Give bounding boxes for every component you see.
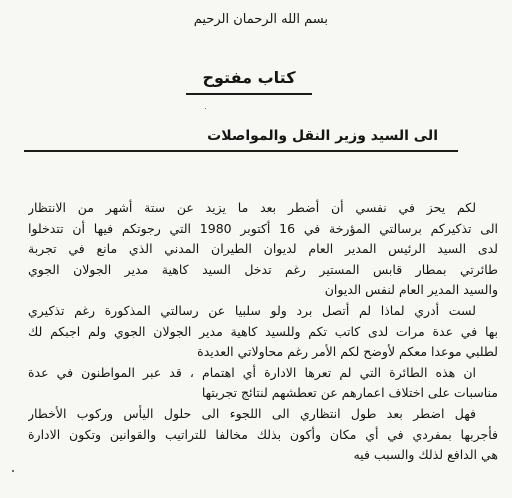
body-line: طائرتي بمطار قابس المستير رغم تدخل السيد كاهية مدير الجولان الجوي (28, 261, 498, 277)
body-line: لدى السيد الرئيس المدير العام لديوان الطيران المدني الذي مانع في تجربة (28, 241, 498, 257)
body-line: والسيد المدير العام لنفس الديوان (324, 282, 498, 298)
title-underline (186, 93, 312, 95)
body-line: الى تذكيركم برسالتي المؤرخة في 16 أكتوبر 1980 التي رجوتكم فيها أن تتدخلوا (28, 220, 498, 236)
letter-body (28, 198, 498, 466)
body-line: ان هذه الطائرة التي لم تعرها الادارة أي اهتمام ، قد عبر المواطنون في عدة (28, 364, 476, 380)
scan-speck (12, 470, 14, 472)
recipient-line: الى السيد وزير النقل والمواصلات (207, 128, 438, 144)
basmala-header: بسم الله الرحمان الرحيم (193, 12, 328, 27)
scan-speck (205, 108, 206, 109)
body-line: هي الدافع لذلك والسبب فيه (353, 447, 498, 463)
body-line: فهل اضطر بعد طول انتظاري الى اللجوء الى حلول اليأس وركوب الأخطار (28, 405, 476, 421)
body-line: لست أدري لماذا لم أتصل برد ولو سلبيا عن رسالتي المذكورة رغم تذكيري (28, 302, 476, 318)
body-line: فأجربها بمفردي في أي مكان وأكون بذلك مخالفا للتراتيب والقوانين وتكون الادارة (28, 426, 498, 442)
body-line: لطلبي موعدا معكم لأوضح لكم الأمر رغم محاولاتي العديدة (197, 344, 498, 360)
body-line: لكم يحز في نفسي أن أضطر بعد ما يزيد عن ستة أشهر من الانتظار (28, 200, 476, 215)
letter-title: كتاب مفتوح (202, 68, 296, 87)
recipient-underline (24, 150, 458, 152)
body-line: مناسبات على اختلاف اعمارهم عن تعطشهم لنتائج تجربتها (201, 385, 498, 401)
body-line: بها في عدة مرات لدى كاتب تكم وللسيد كاهية مدير الجولان الجوي ولم اجبكم لك (28, 323, 498, 339)
